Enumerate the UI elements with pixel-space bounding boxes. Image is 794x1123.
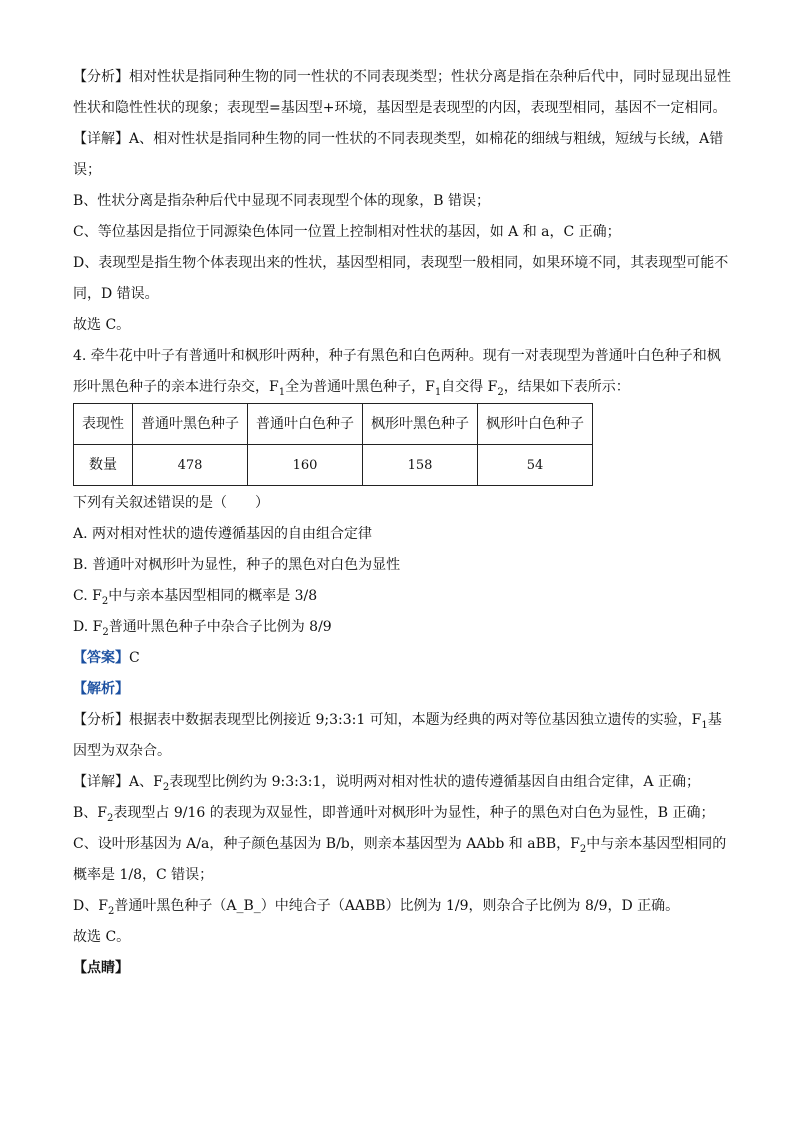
analysis-text: 相对性状是指同种生物的同一性状的不同表现类型；性状分离是指在杂种后代中，同时显现出显性性状和隐性性状的现象；表现型=基因型+环境，基因型是表现型的内因，表现型相同，基因不一定相同。 (73, 69, 731, 116)
detail-2-a-subscript: 2 (162, 781, 170, 793)
detail-2-paragraph-a (73, 767, 733, 798)
detail-tag: 【详解】 (73, 774, 129, 790)
table-cell: 478 (133, 445, 248, 486)
option-c (73, 581, 733, 612)
analysis-2-text-2: 基因型为双杂合。 (73, 712, 722, 759)
stem-part-1: 4. 牵牛花中叶子有普通叶和枫形叶两种，种子有黑色和白色两种。现有一对表现型为普通叶白色种子和枫形叶黑色种子的亲本进行杂交，F (73, 348, 721, 395)
table-header-cell: 普通叶黑色种子 (133, 404, 248, 445)
jiexi-tag: 【解析】 (73, 681, 129, 697)
detail-2-a-2: 表现型比例约为 9:3:3:1，说明两对相对性状的遗传遵循基因自由组合定律，A 正确； (169, 774, 700, 790)
analysis-2-subscript: 1 (701, 719, 708, 731)
analysis-tag: 【分析】 (73, 712, 129, 728)
option-d-post: 普通叶黑色种子中杂合子比例为 8/9 (108, 619, 332, 635)
option-c-post: 中与亲本基因型相同的概率是 3/8 (108, 588, 318, 604)
stem-subscript-3: 2 (497, 386, 504, 398)
document-page (73, 62, 733, 984)
detail-paragraph-d: D、表现型是指生物个体表现出来的性状，基因型相同，表现型一般相同，如果环境不同，其表现型可能不同，D 错误。 (73, 255, 729, 302)
stem-part-4: ，结果如下表所示： (503, 379, 630, 395)
option-a: A. 两对相对性状的遗传遵循基因的自由组合定律 (73, 526, 373, 542)
option-b: B. 普通叶对枫形叶为显性，种子的黑色对白色为显性 (73, 557, 401, 573)
detail-2-paragraph-c (73, 829, 733, 891)
table-header-row (74, 404, 593, 445)
detail-paragraph-a (73, 124, 733, 186)
detail-2-b-1: B、F (73, 805, 108, 821)
detail-2-d-subscript: 2 (107, 905, 115, 917)
table-header-cell: 表现性 (74, 404, 133, 445)
question-4-stem (73, 341, 733, 403)
results-table (73, 403, 593, 486)
answer-value: C (129, 650, 140, 666)
detail-2-d-1: D、F (73, 898, 108, 914)
detail-2-b-2: 表现型占 9/16 的表现为双显性，即普通叶对枫形叶为显性，种子的黑色对白色为显性，B 正确； (113, 805, 715, 821)
detail-2-b-subscript: 2 (107, 812, 114, 824)
table-header-cell: 普通叶白色种子 (248, 404, 363, 445)
analysis-paragraph-1 (73, 62, 733, 124)
stem-part-3: 自交得 F (441, 379, 498, 395)
table-cell: 54 (478, 445, 593, 486)
option-c-pre: C. F (73, 588, 102, 604)
choose-line-2: 故选 C。 (73, 929, 131, 945)
option-d-subscript: 2 (102, 626, 109, 638)
question-prompt: 下列有关叙述错误的是（ ） (73, 495, 269, 511)
stem-subscript-1: 1 (278, 386, 286, 398)
detail-a-text: A、相对性状是指同种生物的同一性状的不同表现类型，如棉花的细绒与粗绒，短绒与长绒，A错误； (73, 131, 724, 178)
option-d (73, 612, 733, 643)
table-cell: 160 (248, 445, 363, 486)
analysis-2-text-1: 根据表中数据表现型比例接近 9;3:3:1 可知，本题为经典的两对等位基因独立遗传的实验，F (129, 712, 702, 728)
table-cell: 158 (363, 445, 478, 486)
stem-subscript-2: 1 (434, 386, 442, 398)
detail-2-paragraph-b (73, 798, 733, 829)
choose-line: 故选 C。 (73, 317, 131, 333)
detail-paragraph-b: B、性状分离是指杂种后代中显现不同表现型个体的现象，B 错误； (73, 193, 491, 209)
jiexi-line (73, 674, 733, 705)
table-header-cell: 枫形叶白色种子 (478, 404, 593, 445)
dianjing-tag: 【点睛】 (73, 960, 129, 976)
stem-part-2: 全为普通叶黑色种子，F (285, 379, 435, 395)
table-row (74, 445, 593, 486)
analysis-paragraph-2 (73, 705, 733, 767)
detail-2-d-2: 普通叶黑色种子（A_B_）中纯合子（AABB）比例为 1/9，则杂合子比例为 8/9，D 正确。 (114, 898, 680, 914)
detail-2-c-subscript: 2 (579, 843, 587, 855)
detail-2-c-1: C、设叶形基因为 A/a，种子颜色基因为 B/b，则亲本基因型为 AAbb 和 aBB，F (73, 836, 580, 852)
table-row-label: 数量 (74, 445, 133, 486)
answer-tag: 【答案】 (73, 650, 129, 666)
dianjing-line (73, 953, 733, 984)
analysis-tag: 【分析】 (73, 69, 129, 85)
detail-tag: 【详解】 (73, 131, 129, 147)
detail-2-a-1: A、F (129, 774, 163, 790)
answer-line (73, 643, 733, 674)
option-c-subscript: 2 (101, 595, 109, 607)
detail-2-c-2: 中与亲本基因型相同的概率是 1/8，C 错误； (73, 836, 727, 883)
detail-paragraph-c: C、等位基因是指位于同源染色体同一位置上控制相对性状的基因，如 A 和 a，C 正确； (73, 224, 621, 240)
option-d-pre: D. F (73, 619, 103, 635)
table-header-cell: 枫形叶黑色种子 (363, 404, 478, 445)
detail-2-paragraph-d (73, 891, 733, 922)
